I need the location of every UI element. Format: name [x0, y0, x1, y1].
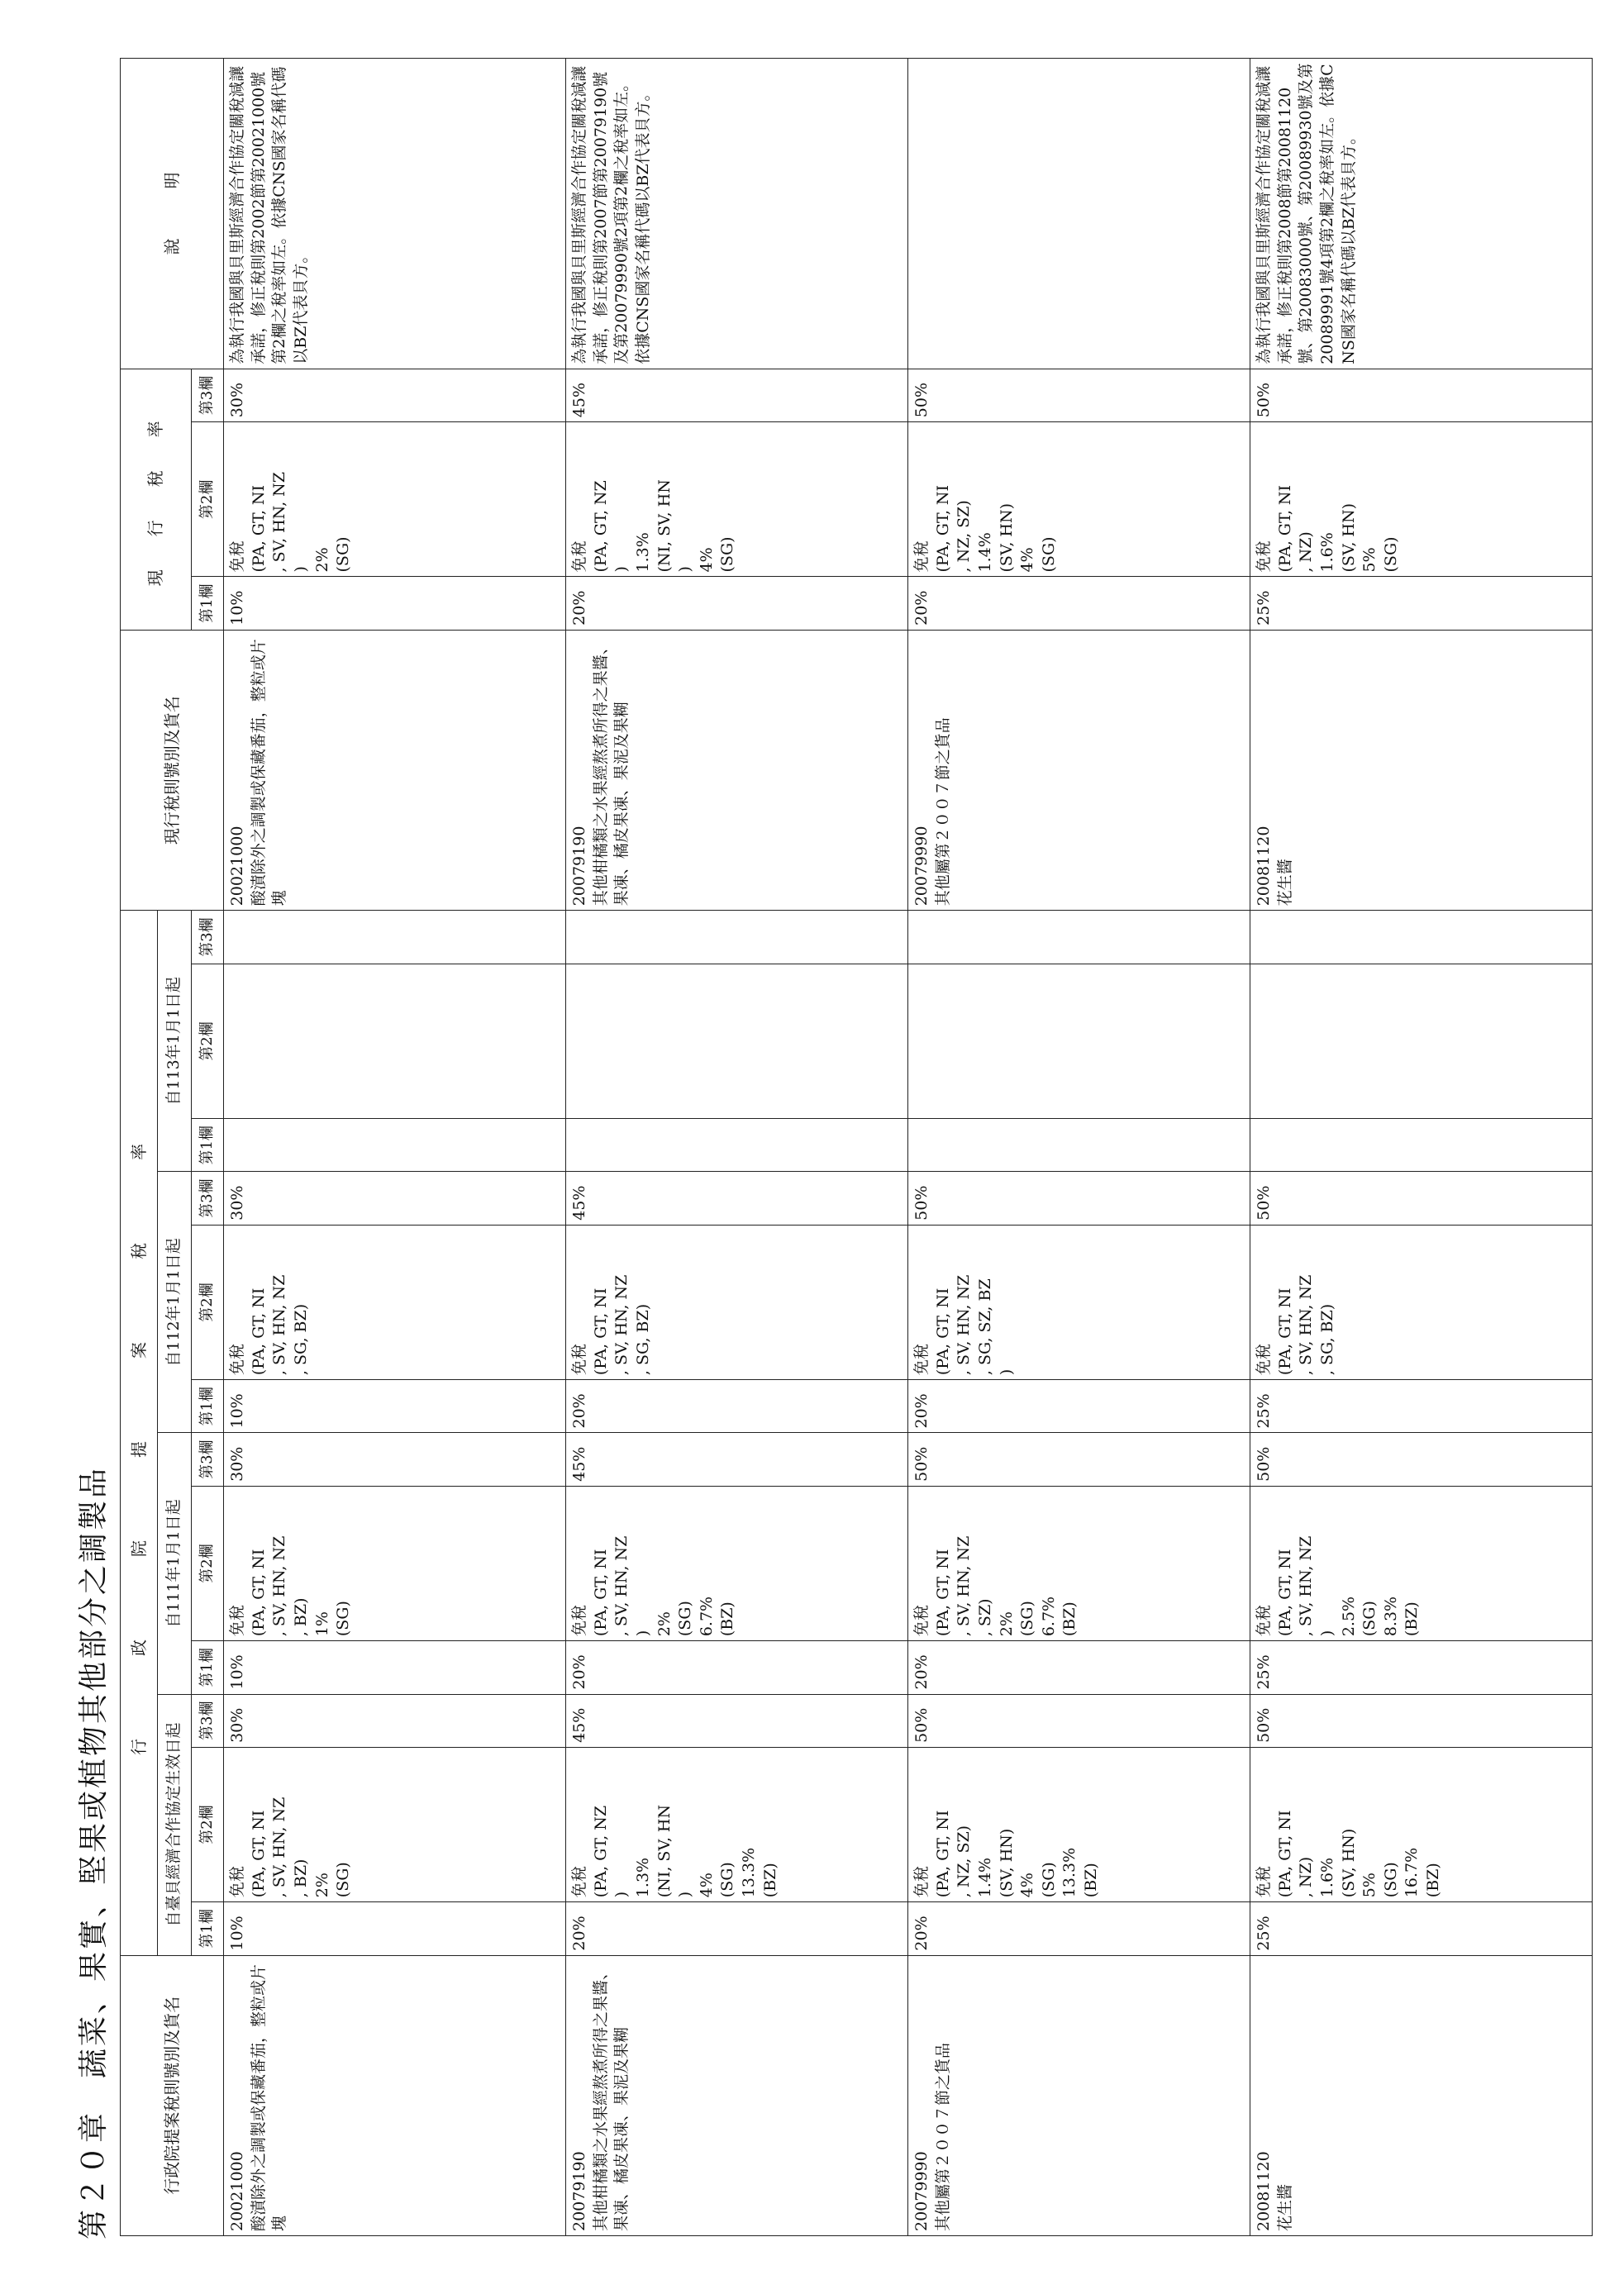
- rate-p2-col3: 45%: [566, 1433, 908, 1486]
- header-period-2: 自111年1月1日起: [158, 1433, 192, 1694]
- tariff-code: 20079190: [570, 2151, 588, 2231]
- goods-name: 其他柑橘類之水果經熬煮所得之果醬、果凍、橘皮果凍、果泥及果糊: [591, 1963, 631, 2231]
- rate-p2-col2: 免稅 (PA, GT, NI , SV, HN, NZ ) 2.5% (SG) 8.3% (BZ): [1250, 1486, 1593, 1640]
- current-rate-col3: 45%: [566, 369, 908, 421]
- header-proposal-rates: 行 政 院 提 案 稅 率: [121, 911, 158, 1955]
- header-col2: 第2欄: [192, 422, 224, 577]
- rate-p4-col2: [566, 964, 908, 1118]
- rate-p1-col3: 50%: [908, 1694, 1250, 1747]
- current-rate-col1: 25%: [1250, 577, 1593, 630]
- current-rate-col2: 免稅 (PA, GT, NI , SV, HN, NZ ) 2% (SG): [224, 422, 566, 577]
- proposal-item-cell: [224, 1955, 566, 2235]
- current-rate-col2: 免稅 (PA, GT, NZ ) 1.3% (NI, SV, HN ) 4% (SG): [566, 422, 908, 577]
- rate-p1-col3: 30%: [224, 1694, 566, 1747]
- header-col3: 第3欄: [192, 911, 224, 964]
- current-rate-col1: 10%: [224, 577, 566, 630]
- proposal-item-cell: [1250, 1955, 1593, 2235]
- header-col1: 第1欄: [192, 1119, 224, 1172]
- rate-p4-col2: [908, 964, 1250, 1118]
- rate-p3-col3: 30%: [224, 1172, 566, 1225]
- rate-p4-col2: [224, 964, 566, 1118]
- current-goods-name: 其他屬第２００７節之貨品: [933, 717, 952, 907]
- rate-p4-col1: [908, 1119, 1250, 1172]
- rate-p2-col3: 50%: [908, 1433, 1250, 1486]
- rate-p3-col2: 免稅 (PA, GT, NI , SV, HN, NZ , SG, SZ, BZ ): [908, 1225, 1250, 1379]
- current-rate-col3: 50%: [908, 369, 1250, 421]
- header-col1: 第1欄: [192, 1902, 224, 1955]
- rate-p3-col1: 20%: [566, 1380, 908, 1433]
- goods-name: 其他屬第２００７節之貨品: [933, 2042, 952, 2231]
- current-tariff-code: 20081120: [1255, 826, 1273, 907]
- header-col2: 第2欄: [192, 1747, 224, 1901]
- current-rate-col1: 20%: [908, 577, 1250, 630]
- current-rate-col1: 20%: [566, 577, 908, 630]
- rate-p3-col3: 50%: [1250, 1172, 1593, 1225]
- rate-p1-col2: 免稅 (PA, GT, NZ ) 1.3% (NI, SV, HN ) 4% (SG) 13.3% (BZ): [566, 1747, 908, 1901]
- goods-name: 酸漬除外之調製或保藏番茄，整粒或片塊: [249, 1963, 289, 2231]
- rate-p4-col3: [908, 911, 1250, 964]
- current-rate-col2: 免稅 (PA, GT, NI , NZ, SZ) 1.4% (SV, HN) 4% (SG): [908, 422, 1250, 577]
- current-rate-col3: 30%: [224, 369, 566, 421]
- rate-p2-col3: 50%: [1250, 1433, 1593, 1486]
- rate-p3-col3: 45%: [566, 1172, 908, 1225]
- rate-p1-col1: 10%: [224, 1902, 566, 1955]
- current-item-cell: [908, 630, 1250, 910]
- rate-p1-col2: 免稅 (PA, GT, NI , NZ, SZ) 1.4% (SV, HN) 4% (SG) 13.3% (BZ): [908, 1747, 1250, 1901]
- current-goods-name: 花生醬: [1275, 859, 1294, 907]
- note-cell: 為執行我國與貝里斯經濟合作協定關稅減讓承諾，修正稅則第2002節第20021000號第2欄之稅率如左。依據CNS國家名稱代碼以BZ代表貝方。: [224, 59, 566, 369]
- current-tariff-code: 20079190: [570, 826, 588, 907]
- rate-p2-col1: 20%: [908, 1641, 1250, 1694]
- proposal-item-cell: [566, 1955, 908, 2235]
- header-col2: 第2欄: [192, 1486, 224, 1640]
- rate-p1-col3: 45%: [566, 1694, 908, 1747]
- rate-p1-col3: 50%: [1250, 1694, 1593, 1747]
- note-cell: 為執行我國與貝里斯經濟合作協定關稅減讓承諾，修正稅則第2008節第20081120號、第20083000號、第20089930號及第20089991號4項第2欄之稅率如左。依據CNS國家名稱代碼以BZ代表貝方。: [1250, 59, 1593, 369]
- rate-p3-col2: 免稅 (PA, GT, NI , SV, HN, NZ , SG, BZ): [566, 1225, 908, 1379]
- rate-p4-col3: [566, 911, 908, 964]
- rate-p1-col1: 25%: [1250, 1902, 1593, 1955]
- rate-p2-col2: 免稅 (PA, GT, NI , SV, HN, NZ , SZ) 2% (SG) 6.7% (BZ): [908, 1486, 1250, 1640]
- current-item-cell: [224, 630, 566, 910]
- header-current-code: 現行稅則號別及貨名: [121, 630, 224, 910]
- current-item-cell: [1250, 630, 1593, 910]
- current-rate-col2: 免稅 (PA, GT, NI , NZ) 1.6% (SV, HN) 5% (SG): [1250, 422, 1593, 577]
- header-col3: 第3欄: [192, 1172, 224, 1225]
- header-period-4: 自113年1月1日起: [158, 911, 192, 1172]
- current-goods-name: 其他柑橘類之水果經熬煮所得之果醬、果凍、橘皮果凍、果泥及果糊: [591, 639, 631, 907]
- rate-p1-col2: 免稅 (PA, GT, NI , NZ) 1.6% (SV, HN) 5% (SG) 16.7% (BZ): [1250, 1747, 1593, 1901]
- header-col2: 第2欄: [192, 1225, 224, 1379]
- tariff-code: 20021000: [228, 2151, 246, 2231]
- current-item-cell: [566, 630, 908, 910]
- note-cell: [908, 59, 1250, 369]
- note-cell: 為執行我國與貝里斯經濟合作協定關稅減讓承諾，修正稅則第2007節第20079190號及第20079990號2項第2欄之稅率如左。依據CNS國家名稱代碼以BZ代表貝方。: [566, 59, 908, 369]
- header-col3: 第3欄: [192, 369, 224, 421]
- proposal-item-cell: [908, 1955, 1250, 2235]
- rate-p4-col1: [566, 1119, 908, 1172]
- rate-p2-col1: 25%: [1250, 1641, 1593, 1694]
- rate-p2-col2: 免稅 (PA, GT, NI , SV, HN, NZ , BZ) 1% (SG): [224, 1486, 566, 1640]
- table-body: [224, 59, 1593, 2236]
- rate-p3-col1: 10%: [224, 1380, 566, 1433]
- current-tariff-code: 20079990: [912, 826, 931, 907]
- rate-p3-col2: 免稅 (PA, GT, NI , SV, HN, NZ , SG, BZ): [1250, 1225, 1593, 1379]
- header-notes: 說 明: [121, 59, 224, 369]
- rate-p1-col2: 免稅 (PA, GT, NI , SV, HN, NZ , BZ) 2% (SG): [224, 1747, 566, 1901]
- header-col3: 第3欄: [192, 1433, 224, 1486]
- rate-p2-col3: 30%: [224, 1433, 566, 1486]
- table-row: [224, 59, 566, 2236]
- tariff-code: 20081120: [1255, 2151, 1273, 2231]
- rate-p4-col2: [1250, 964, 1593, 1118]
- rate-p3-col3: 50%: [908, 1172, 1250, 1225]
- tariff-code: 20079990: [912, 2151, 931, 2231]
- rate-p2-col2: 免稅 (PA, GT, NI , SV, HN, NZ ) 2% (SG) 6.7% (BZ): [566, 1486, 908, 1640]
- rate-p4-col1: [1250, 1119, 1593, 1172]
- rate-p2-col1: 10%: [224, 1641, 566, 1694]
- header-period-3: 自112年1月1日起: [158, 1172, 192, 1433]
- rate-p4-col3: [224, 911, 566, 964]
- header-col1: 第1欄: [192, 577, 224, 630]
- rate-p4-col1: [224, 1119, 566, 1172]
- header-col2: 第2欄: [192, 964, 224, 1118]
- rate-p3-col1: 20%: [908, 1380, 1250, 1433]
- header-current-rates: 現 行 稅 率: [121, 369, 192, 630]
- header-col1: 第1欄: [192, 1380, 224, 1433]
- rate-p2-col1: 20%: [566, 1641, 908, 1694]
- rate-p3-col2: 免稅 (PA, GT, NI , SV, HN, NZ , SG, BZ): [224, 1225, 566, 1379]
- table-row: [908, 59, 1250, 2236]
- rate-p4-col3: [1250, 911, 1593, 964]
- tariff-table: [120, 58, 1593, 2236]
- header-proposal-code: 行政院提案稅則號別及貨名: [121, 1955, 224, 2235]
- header-col1: 第1欄: [192, 1641, 224, 1694]
- rate-p1-col1: 20%: [566, 1902, 908, 1955]
- current-rate-col3: 50%: [1250, 369, 1593, 421]
- table-row: [1250, 59, 1593, 2236]
- current-goods-name: 酸漬除外之調製或保藏番茄，整粒或片塊: [249, 639, 289, 907]
- header-col3: 第3欄: [192, 1694, 224, 1747]
- rate-p1-col1: 20%: [908, 1902, 1250, 1955]
- header-period-1: 自臺貝經濟合作協定生效日起: [158, 1694, 192, 1955]
- goods-name: 花生醬: [1275, 2183, 1294, 2231]
- rate-p3-col1: 25%: [1250, 1380, 1593, 1433]
- current-tariff-code: 20021000: [228, 826, 246, 907]
- table-row: [566, 59, 908, 2236]
- page-title: 第２０章 蔬菜、果實、堅果或植物其他部分之調製品: [77, 1465, 111, 2239]
